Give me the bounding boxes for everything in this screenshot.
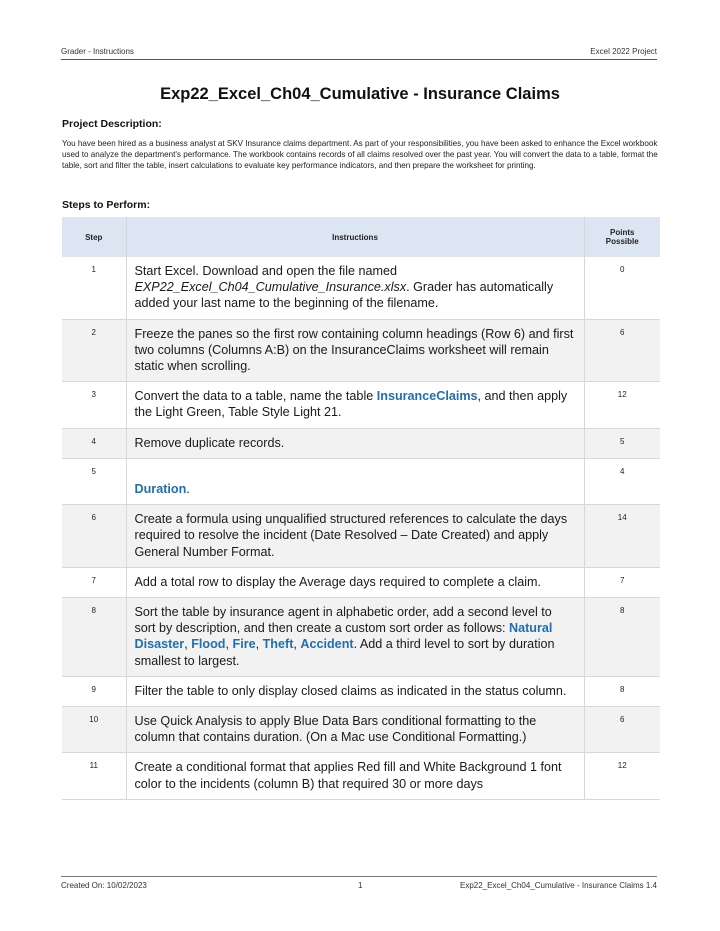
instruction-text: . Grader has automatically added your last name to the beginning of the filename. [134, 280, 554, 311]
points-possible: 4 [584, 458, 660, 504]
highlighted-term: Fire [232, 637, 256, 652]
step-instructions [126, 707, 584, 753]
step-number: 2 [62, 319, 126, 382]
header-left-text: Grader - Instructions [61, 47, 134, 56]
points-possible: 8 [584, 676, 660, 706]
instruction-text [135, 466, 139, 480]
highlighted-term: Duration [134, 482, 187, 497]
instruction-text: Add a total row to display the Average days required to complete a claim. [134, 574, 541, 589]
column-header-points [584, 217, 660, 257]
column-header-instructions: Instructions [126, 217, 584, 257]
points-possible: 12 [584, 753, 660, 799]
instruction-text: Start Excel. Download and open the file named [134, 264, 398, 278]
step-number: 7 [62, 567, 126, 597]
step-number: 1 [62, 257, 126, 319]
highlighted-term: Flood [191, 637, 226, 652]
footer-created-date: Created On: 10/02/2023 [61, 881, 147, 890]
points-possible: 7 [584, 567, 660, 597]
step-number: 9 [62, 676, 126, 706]
step-instructions [126, 567, 584, 597]
points-header-line1: Points [610, 228, 635, 237]
table-row [62, 319, 660, 382]
points-possible: 6 [584, 319, 660, 382]
document-title: Exp22_Excel_Ch04_Cumulative - Insurance Claims [160, 85, 560, 103]
step-number: 3 [62, 382, 126, 428]
table-row [62, 382, 660, 428]
instruction-text: Remove duplicate records. [134, 435, 285, 450]
instruction-text: . [186, 482, 190, 497]
table-row [62, 707, 660, 753]
page-footer [61, 876, 657, 890]
table-row [62, 753, 660, 799]
footer-document-name: Exp22_Excel_Ch04_Cumulative - Insurance Claims 1.4 [460, 881, 657, 890]
step-instructions [126, 458, 584, 504]
table-row [62, 257, 660, 319]
instruction-text: . Add a third level to sort by duration smallest to largest. [134, 637, 555, 668]
steps-table-body [62, 257, 660, 799]
footer-page-number: 1 [358, 881, 363, 890]
step-number: 8 [62, 598, 126, 677]
points-possible: 0 [584, 257, 660, 319]
step-number: 6 [62, 505, 126, 568]
step-instructions [126, 319, 584, 382]
points-header-line2: Possible [605, 237, 639, 246]
highlighted-term: Natural Disaster [134, 621, 553, 652]
instruction-text: , and then apply the Light Green, Table Style Light 21. [134, 389, 568, 420]
step-instructions [126, 382, 584, 428]
table-row [62, 428, 660, 458]
instruction-text: Freeze the panes so the first row containing column headings (Row 6) and first two columns (Columns A:B) on the InsuranceClaims worksheet will remain static when scrolling. [134, 326, 574, 374]
instruction-text: EXP22_Excel_Ch04_Cumulative_Insurance.xlsx [134, 280, 407, 295]
steps-heading: Steps to Perform: [62, 199, 151, 211]
table-row [62, 676, 660, 706]
step-number: 10 [62, 707, 126, 753]
instruction-text: Convert the data to a table, name the table [134, 389, 377, 404]
highlighted-term: InsuranceClaims [376, 389, 478, 404]
header-right-text: Excel 2022 Project [590, 47, 657, 56]
instruction-text: , [225, 637, 233, 652]
step-number: 5 [62, 458, 126, 504]
step-instructions [126, 257, 584, 319]
points-possible: 12 [584, 382, 660, 428]
project-description-text: You have been hired as a business analyst at SKV Insurance claims department. As part of your responsibilities, you have been asked to enhance the Excel workbook used to analyze the department's performance. The workbook contains records of all claims resolved over the past year. You will convert the data to a table, format the table, sort and filter the table, insert calculations to evaluate key performance indicators, and then prepare the worksheet for printing. [62, 139, 658, 171]
step-instructions [126, 753, 584, 799]
instruction-text: , [255, 637, 263, 652]
instruction-text: , [184, 637, 192, 652]
step-instructions [126, 428, 584, 458]
step-instructions [126, 676, 584, 706]
instruction-text: Create a conditional format that applies Red fill and White Background 1 font color to the incidents (column B) that required 30 or more days [134, 760, 562, 791]
points-possible: 5 [584, 428, 660, 458]
points-possible: 6 [584, 707, 660, 753]
instruction-text: Filter the table to only display closed claims as indicated in the status column. [134, 683, 567, 698]
points-possible: 8 [584, 598, 660, 677]
highlighted-term: Accident [300, 637, 354, 652]
instruction-text: , [293, 637, 301, 652]
table-row [62, 505, 660, 568]
table-row [62, 458, 660, 504]
highlighted-term: Theft [262, 637, 294, 652]
table-header-row [62, 217, 660, 257]
steps-table [62, 217, 660, 800]
instruction-text: Create a formula using unqualified structured references to calculate the days required to resolve the incident (Date Resolved – Date Created) and apply General Number Format. [134, 512, 568, 559]
step-number: 4 [62, 428, 126, 458]
instruction-text: Use Quick Analysis to apply Blue Data Bars conditional formatting to the column that contains duration. (On a Mac use Conditional Formatting.) [134, 714, 537, 745]
table-row [62, 598, 660, 677]
step-instructions [126, 598, 584, 677]
points-possible: 14 [584, 505, 660, 568]
step-number: 11 [62, 753, 126, 799]
step-instructions [126, 505, 584, 568]
table-row [62, 567, 660, 597]
column-header-step: Step [62, 217, 126, 257]
instruction-text: Sort the table by insurance agent in alphabetic order, add a second level to sort by description, and then create a custom sort order as follows: [134, 605, 552, 636]
page-header [61, 47, 657, 60]
project-description-heading: Project Description: [62, 118, 162, 130]
